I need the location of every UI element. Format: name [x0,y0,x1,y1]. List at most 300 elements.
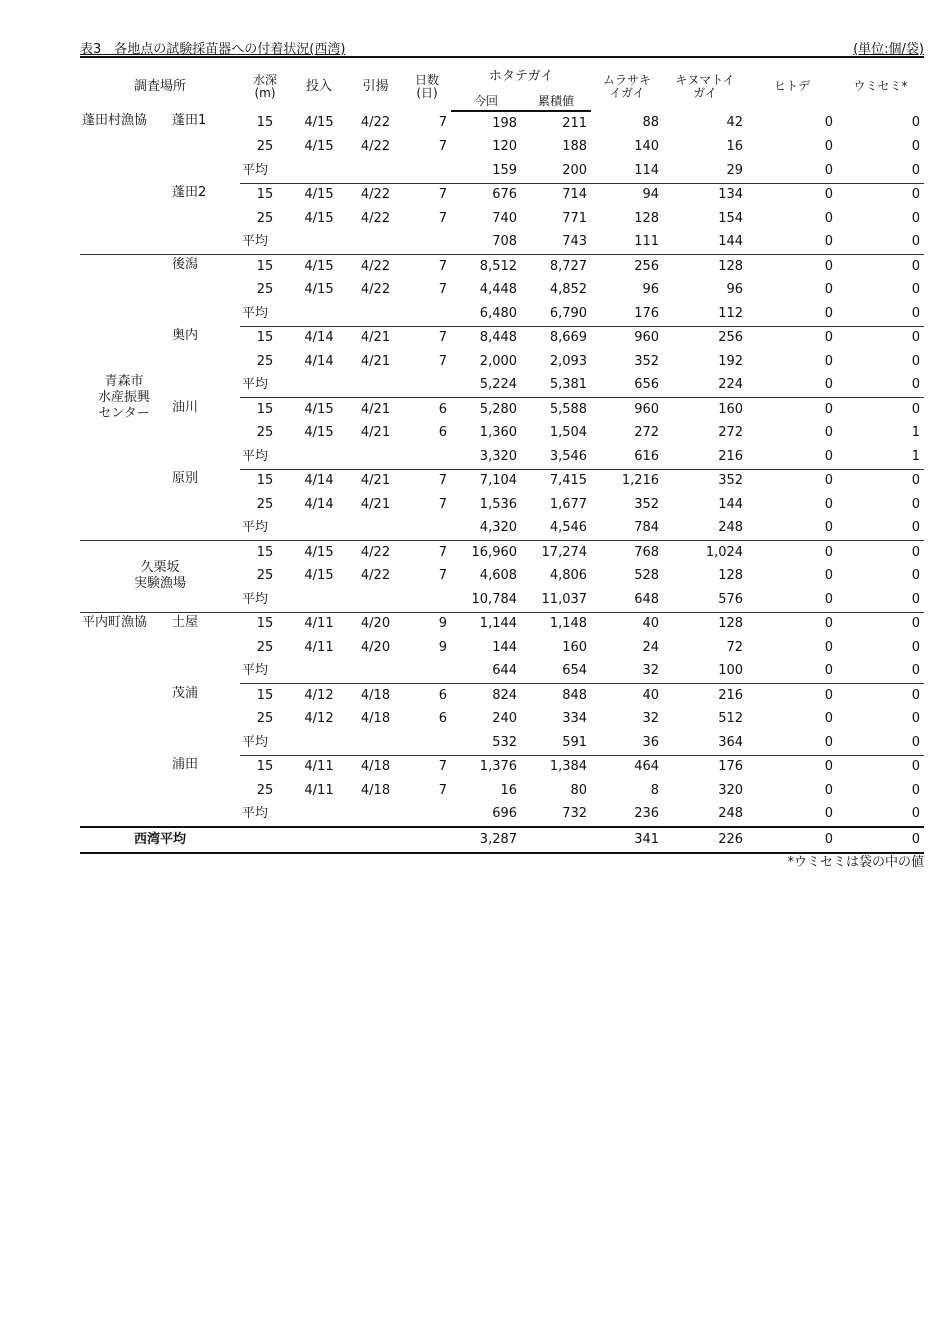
location-name-line: 蓬田村漁協 [82,113,148,128]
starfish-cell: 0 [824,759,834,775]
starfish-cell: 0 [747,517,837,541]
days-cell: 7 [438,282,448,298]
starfish-cell: 0 [747,231,837,255]
kinumatoi-cell: 248 [663,517,747,541]
depth-cell: 15 [256,187,274,203]
days-cell [403,231,451,255]
kinumatoi-cell: 144 [718,496,744,512]
scallop-cum-cell: 1,148 [521,612,591,636]
umisemi-cell: 0 [837,588,924,612]
retrieve-cell: 4/22 [360,210,391,226]
header-umisemi: ウミセミ* [853,79,908,93]
kinumatoi-cell: 29 [663,159,747,183]
site-cell: 茂浦 [172,685,199,701]
scallop-now-cell: 8,448 [479,330,518,346]
scallop-cum-cell: 6,790 [521,302,591,326]
starfish-cell: 0 [824,711,834,727]
starfish-cell: 0 [747,731,837,755]
umisemi-cell: 0 [911,782,921,798]
starfish-cell: 0 [747,374,837,398]
mussel-cell: 8 [650,782,660,798]
scallop-cum-cell: 1,504 [549,425,588,441]
deploy-cell: 4/15 [290,541,348,565]
grand-average-label: 西湾平均 [80,827,240,853]
scallop-cum-cell: 3,546 [521,445,591,469]
header-days: 日数 (日) [415,72,440,100]
starfish-cell: 0 [747,159,837,183]
mussel-cell: 272 [634,425,660,441]
mussel-cell: 960 [634,330,660,346]
depth-cell: 平均 [240,159,290,183]
scallop-now-cell: 5,280 [479,401,518,417]
retrieve-cell [348,231,403,255]
location-cell [80,612,168,827]
table-row [80,469,924,493]
unit-label: (単位:個/袋) [853,42,924,57]
deploy-cell [290,803,348,828]
scallop-cum-cell: 211 [562,115,588,131]
kinumatoi-cell: 134 [718,187,744,203]
starfish-cell: 0 [747,803,837,828]
scallop-cum-cell: 11,037 [521,588,591,612]
umisemi-cell: 0 [837,731,924,755]
depth-cell: 25 [256,496,274,512]
scallop-now-cell: 4,608 [479,568,518,584]
header-mussel: ムラサキ イガイ [603,72,652,100]
scallop-cum-cell: 8,727 [521,255,591,279]
mussel-cell: 128 [634,210,660,226]
location-name-line: 水産振興 [97,389,150,405]
days-cell: 9 [403,612,451,636]
scallop-cum-cell: 732 [521,803,591,828]
umisemi-cell: 0 [911,187,921,203]
kinumatoi-cell: 128 [718,568,744,584]
depth-cell: 25 [256,353,274,369]
scallop-cum-cell: 743 [521,231,591,255]
deploy-cell: 4/11 [290,612,348,636]
retrieve-cell: 4/21 [360,353,391,369]
umisemi-cell: 0 [911,473,921,489]
scallop-cum-cell: 5,381 [521,374,591,398]
kinumatoi-cell: 224 [663,374,747,398]
depth-cell: 25 [256,711,274,727]
depth-cell: 25 [256,639,274,655]
umisemi-cell: 0 [911,568,921,584]
days-cell [403,803,451,828]
header-deploy: 投入 [306,78,333,94]
header-depth: 水深 (m) [253,72,278,100]
scallop-now-cell: 1,536 [479,496,518,512]
retrieve-cell [348,803,403,828]
scallop-cum-cell: 1,384 [549,759,588,775]
deploy-cell: 4/14 [304,353,334,369]
deploy-cell: 4/15 [304,210,334,226]
retrieve-cell: 4/22 [360,187,391,203]
mussel-cell: 784 [591,517,663,541]
table-row [80,326,924,350]
deploy-cell [290,445,348,469]
days-cell: 7 [438,353,448,369]
days-cell: 6 [438,401,448,417]
mussel-cell: 40 [591,612,663,636]
deploy-cell: 4/15 [290,255,348,279]
depth-cell: 平均 [240,803,290,828]
mussel-cell: 768 [591,541,663,565]
days-cell [403,731,451,755]
table-row [80,541,924,565]
depth-cell: 15 [240,541,290,565]
grand-mussel: 341 [591,827,663,853]
table-title: 表3 各地点の試験採苗器への付着状況(西湾) [80,42,346,57]
starfish-cell: 0 [824,496,834,512]
empty-cell [290,827,348,853]
depth-cell: 平均 [240,445,290,469]
umisemi-cell: 0 [837,302,924,326]
table-body [80,111,924,853]
umisemi-cell: 0 [837,517,924,541]
site-cell: 浦田 [172,757,199,772]
retrieve-cell: 4/21 [360,496,391,512]
deploy-cell: 4/11 [304,759,334,775]
retrieve-cell [348,302,403,326]
depth-cell: 15 [256,115,274,131]
scallop-now-cell: 740 [492,210,518,226]
table-row [80,612,924,636]
scallop-now-cell: 824 [492,687,518,703]
footnote: *ウミセミは袋の中の値 [787,855,924,870]
location-cell [80,111,168,255]
umisemi-cell: 0 [837,374,924,398]
starfish-cell: 0 [824,568,834,584]
umisemi-cell: 0 [837,231,924,255]
starfish-cell: 0 [824,115,834,131]
header-scallop: ホタテガイ [488,69,554,84]
header-scallop-cum: 累積値 [521,92,591,111]
table-row [80,684,924,708]
scallop-now-cell: 120 [492,139,518,155]
depth-cell: 15 [256,759,274,775]
scallop-now-cell: 532 [451,731,521,755]
scallop-cum-cell: 4,852 [549,282,588,298]
umisemi-cell: 0 [837,660,924,684]
retrieve-cell: 4/21 [360,425,391,441]
table-row [80,111,924,136]
starfish-cell: 0 [824,187,834,203]
retrieve-cell: 4/22 [360,139,391,155]
days-cell [403,159,451,183]
kinumatoi-cell: 144 [663,231,747,255]
starfish-cell: 0 [824,782,834,798]
deploy-cell: 4/12 [304,711,334,727]
scallop-now-cell: 5,224 [451,374,521,398]
scallop-now-cell: 4,320 [451,517,521,541]
depth-cell: 25 [256,568,274,584]
umisemi-cell: 1 [911,425,921,441]
header-retrieve: 引揚 [362,78,389,94]
starfish-cell: 0 [747,541,837,565]
depth-cell: 平均 [240,302,290,326]
site-cell: 後潟 [168,255,240,327]
umisemi-cell: 0 [837,255,924,279]
site-cell: 原別 [172,471,199,486]
umisemi-cell: 0 [837,803,924,828]
grand-average-row [80,827,924,853]
kinumatoi-cell: 216 [663,445,747,469]
depth-cell: 25 [256,282,274,298]
umisemi-cell: 0 [911,759,921,775]
days-cell: 7 [438,210,448,226]
retrieve-cell: 4/21 [360,401,391,417]
scallop-now-cell: 10,784 [451,588,521,612]
scallop-cum-cell: 654 [521,660,591,684]
kinumatoi-cell: 352 [718,473,744,489]
scallop-now-cell: 159 [451,159,521,183]
umisemi-cell: 0 [911,496,921,512]
location-name-line: 久栗坂 [140,560,180,576]
deploy-cell [290,231,348,255]
kinumatoi-cell: 512 [718,711,744,727]
retrieve-cell [348,731,403,755]
scallop-now-cell: 4,448 [479,282,518,298]
umisemi-cell: 0 [911,115,921,131]
depth-cell: 15 [256,473,274,489]
depth-cell: 25 [256,139,274,155]
deploy-cell: 4/15 [304,568,334,584]
scallop-now-cell: 1,376 [479,759,518,775]
deploy-cell [290,731,348,755]
empty-cell [240,827,290,853]
retrieve-cell: 4/18 [360,711,391,727]
attachment-table [80,56,924,854]
grand-scallop-now: 3,287 [451,827,521,853]
days-cell: 7 [438,782,448,798]
scallop-now-cell: 1,144 [451,612,521,636]
deploy-cell: 4/15 [304,115,334,131]
scallop-cum-cell: 80 [570,782,588,798]
depth-cell: 15 [240,612,290,636]
kinumatoi-cell: 16 [726,139,744,155]
deploy-cell: 4/14 [304,496,334,512]
table-row [80,255,924,279]
days-cell [403,445,451,469]
retrieve-cell: 4/22 [348,541,403,565]
scallop-cum-cell: 2,093 [549,353,588,369]
table-row [80,398,924,422]
starfish-cell: 0 [747,588,837,612]
scallop-now-cell: 676 [492,187,518,203]
depth-cell: 平均 [240,517,290,541]
starfish-cell: 0 [824,401,834,417]
mussel-cell: 24 [642,639,660,655]
scallop-cum-cell: 4,546 [521,517,591,541]
scallop-cum-cell: 4,806 [549,568,588,584]
scallop-cum-cell: 160 [562,639,588,655]
days-cell: 7 [438,187,448,203]
starfish-cell: 0 [747,255,837,279]
days-cell: 7 [438,139,448,155]
depth-cell: 平均 [240,588,290,612]
umisemi-cell: 0 [911,210,921,226]
retrieve-cell: 4/18 [360,687,391,703]
deploy-cell [290,660,348,684]
starfish-cell: 0 [824,425,834,441]
days-cell: 9 [438,639,448,655]
location-cell [80,255,168,541]
scallop-cum-cell: 200 [521,159,591,183]
retrieve-cell [348,588,403,612]
location-name-line: 平内町漁協 [82,614,148,630]
retrieve-cell [348,660,403,684]
starfish-cell: 0 [747,302,837,326]
table-row [80,183,924,207]
kinumatoi-cell: 192 [718,353,744,369]
days-cell [403,588,451,612]
days-cell: 7 [438,473,448,489]
depth-cell: 平均 [240,374,290,398]
site-cell: 土屋 [168,612,240,684]
starfish-cell: 0 [824,139,834,155]
location-cell [80,541,240,613]
starfish-cell: 0 [747,660,837,684]
retrieve-cell: 4/22 [360,282,391,298]
starfish-cell: 0 [747,612,837,636]
days-cell: 7 [403,255,451,279]
kinumatoi-cell: 1,024 [663,541,747,565]
mussel-cell: 40 [642,687,660,703]
kinumatoi-cell: 160 [718,401,744,417]
scallop-cum-cell: 771 [562,210,588,226]
site-cell: 油川 [172,399,199,415]
scallop-cum-cell: 1,677 [549,496,588,512]
kinumatoi-cell: 154 [718,210,744,226]
mussel-cell: 176 [591,302,663,326]
days-cell: 7 [438,568,448,584]
scallop-now-cell: 644 [451,660,521,684]
scallop-now-cell: 8,512 [451,255,521,279]
depth-cell: 平均 [240,231,290,255]
deploy-cell: 4/15 [304,139,334,155]
mussel-cell: 648 [591,588,663,612]
retrieve-cell [348,517,403,541]
kinumatoi-cell: 100 [663,660,747,684]
depth-cell: 25 [256,425,274,441]
days-cell [403,517,451,541]
days-cell: 7 [438,115,448,131]
header-location: 調査場所 [134,78,187,94]
days-cell: 7 [438,759,448,775]
scallop-cum-cell: 17,274 [521,541,591,565]
scallop-now-cell: 7,104 [479,473,518,489]
header-starfish: ヒトデ [774,79,811,93]
retrieve-cell: 4/21 [360,330,391,346]
header-row [80,56,924,92]
starfish-cell: 0 [824,687,834,703]
umisemi-cell: 0 [911,353,921,369]
site-cell: 蓬田1 [172,113,207,128]
location-name-line: 青森市 [104,373,144,389]
umisemi-cell: 0 [911,639,921,655]
umisemi-cell: 0 [911,711,921,727]
depth-cell: 15 [256,330,274,346]
umisemi-cell: 0 [911,687,921,703]
deploy-cell: 4/15 [304,425,334,441]
days-cell [403,374,451,398]
scallop-now-cell: 708 [451,231,521,255]
site-cell: 蓬田2 [172,185,207,200]
scallop-now-cell: 16,960 [451,541,521,565]
mussel-cell: 36 [591,731,663,755]
retrieve-cell: 4/22 [348,255,403,279]
days-cell: 6 [438,425,448,441]
scallop-now-cell: 2,000 [479,353,518,369]
depth-cell: 25 [256,782,274,798]
umisemi-cell: 0 [837,612,924,636]
depth-cell: 15 [256,687,274,703]
scallop-now-cell: 144 [492,639,518,655]
mussel-cell: 528 [634,568,660,584]
days-cell [403,302,451,326]
grand-scallop-cum [521,827,591,853]
kinumatoi-cell: 176 [718,759,744,775]
umisemi-cell: 0 [911,139,921,155]
mussel-cell: 88 [642,115,660,131]
kinumatoi-cell: 72 [726,639,744,655]
header-kinumatoi: キヌマトイ ガイ [675,72,735,100]
scallop-cum-cell: 714 [562,187,588,203]
mussel-cell: 114 [591,159,663,183]
deploy-cell: 4/14 [304,473,334,489]
scallop-cum-cell: 7,415 [549,473,588,489]
scallop-cum-cell: 5,588 [549,401,588,417]
starfish-cell: 0 [824,282,834,298]
kinumatoi-cell: 128 [663,612,747,636]
mussel-cell: 464 [634,759,660,775]
kinumatoi-cell: 112 [663,302,747,326]
grand-starfish: 0 [747,827,837,853]
depth-cell: 平均 [240,660,290,684]
deploy-cell [290,588,348,612]
retrieve-cell: 4/22 [360,115,391,131]
header-scallop-now: 今回 [451,92,521,111]
starfish-cell: 0 [824,330,834,346]
title-row [80,38,924,56]
mussel-cell: 352 [634,496,660,512]
kinumatoi-cell: 364 [663,731,747,755]
starfish-cell: 0 [824,639,834,655]
kinumatoi-cell: 256 [718,330,744,346]
starfish-cell: 0 [824,353,834,369]
deploy-cell: 4/12 [304,687,334,703]
empty-cell [348,827,403,853]
location-name-line: センター [98,405,150,421]
starfish-cell: 0 [747,445,837,469]
scallop-cum-cell: 591 [521,731,591,755]
retrieve-cell: 4/22 [360,568,391,584]
mussel-cell: 616 [591,445,663,469]
retrieve-cell [348,374,403,398]
mussel-cell: 236 [591,803,663,828]
kinumatoi-cell: 576 [663,588,747,612]
table-row [80,755,924,779]
umisemi-cell: 0 [837,541,924,565]
mussel-cell: 352 [634,353,660,369]
scallop-cum-cell: 334 [562,711,588,727]
mussel-cell: 960 [634,401,660,417]
depth-cell: 15 [256,401,274,417]
retrieve-cell: 4/18 [360,759,391,775]
umisemi-cell: 0 [911,282,921,298]
mussel-cell: 256 [591,255,663,279]
